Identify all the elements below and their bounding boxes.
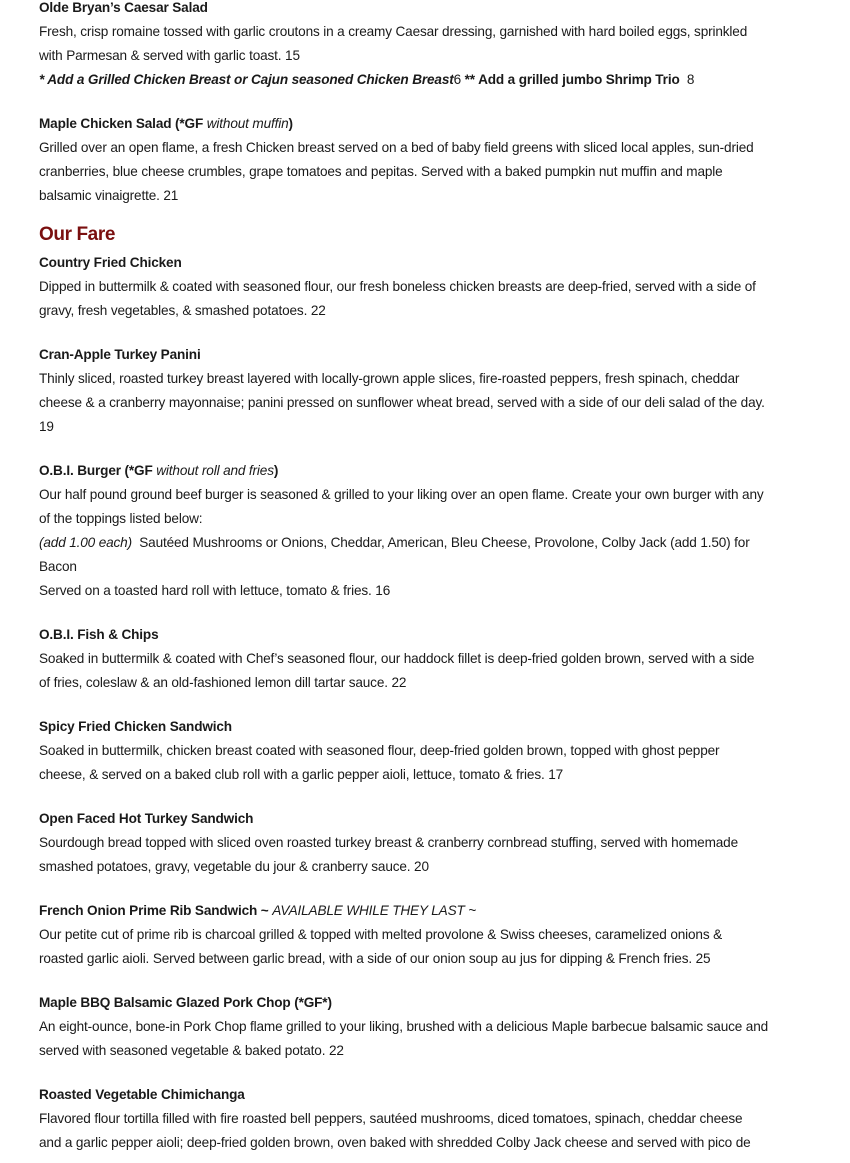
item-description: of the toppings listed below:	[39, 511, 203, 526]
item-description: Our half pound ground beef burger is seasoned & grilled to your liking over an open flame. Create your own burger with any	[39, 487, 764, 502]
item-description: with Parmesan & served with garlic toast. 15	[39, 48, 300, 63]
item-description: Grilled over an open flame, a fresh Chicken breast served on a bed of baby field greens with sliced local apples, sun-dried	[39, 140, 754, 155]
item-description: An eight-ounce, bone-in Pork Chop flame grilled to your liking, brushed with a delicious Maple barbecue balsamic sauce and	[39, 1019, 769, 1034]
addon-shrimp-price: 8	[686, 72, 695, 87]
menu-item-pork-chop	[39, 991, 814, 1063]
item-title-line: Maple Chicken Salad (*GF without muffin)	[39, 116, 293, 131]
item-name: Open Faced Hot Turkey Sandwich	[39, 811, 254, 826]
item-description: Soaked in buttermilk, chicken breast coated with seasoned flour, deep-fried golden brown, topped with ghost pepper	[39, 743, 720, 758]
item-description: cranberries, blue cheese crumbles, grape tomatoes and pepitas. Served with a baked pumpkin nut muffin and maple	[39, 164, 723, 179]
menu-item-prime-rib-sandwich	[39, 899, 814, 971]
menu-item-vegetable-chimichanga	[39, 1083, 814, 1155]
item-name: O.B.I. Burger (*GF	[39, 463, 153, 478]
section-heading: Our Fare	[39, 224, 115, 245]
burger-toppings: Bacon	[39, 559, 77, 574]
toppings-list: Sautéed Mushrooms or Onions, Cheddar, American, Bleu Cheese, Provolone, Colby Jack (add 1.50) for	[139, 535, 750, 550]
item-description: balsamic vinaigrette. 21	[39, 188, 179, 203]
item-description: Thinly sliced, roasted turkey breast layered with locally-grown apple slices, fire-roasted peppers, fresh spinach, cheddar	[39, 371, 740, 386]
item-name: O.B.I. Fish & Chips	[39, 627, 159, 642]
item-description: gravy, fresh vegetables, & smashed potatoes. 22	[39, 303, 326, 318]
item-description: Flavored flour tortilla filled with fire roasted bell peppers, sautéed mushrooms, diced tomatoes, spinach, cheddar cheese	[39, 1111, 743, 1126]
item-name: Roasted Vegetable Chimichanga	[39, 1087, 245, 1102]
item-description: smashed potatoes, gravy, vegetable du jour & cranberry sauce. 20	[39, 859, 429, 874]
item-note: without roll and fries	[156, 463, 274, 478]
item-addons	[39, 68, 814, 92]
item-name: Spicy Fried Chicken Sandwich	[39, 719, 232, 734]
item-name: Country Fried Chicken	[39, 255, 182, 270]
item-name: French Onion Prime Rib Sandwich ~	[39, 903, 269, 918]
item-title-line: O.B.I. Burger (*GF without roll and fries)	[39, 463, 279, 478]
menu-item-caesar-salad	[39, 0, 814, 92]
item-title-line	[39, 899, 814, 923]
item-description: served with seasoned vegetable & baked potato. 22	[39, 1043, 344, 1058]
item-description: roasted garlic aioli. Served between garlic bread, with a side of our onion soup au jus for dipping & French fries. 25	[39, 951, 711, 966]
item-name: Cran-Apple Turkey Panini	[39, 347, 201, 362]
item-name: Olde Bryan’s Caesar Salad	[39, 0, 208, 15]
menu-item-maple-chicken-salad	[39, 112, 814, 208]
burger-toppings	[39, 531, 814, 555]
item-description: cheese & a cranberry mayonnaise; panini pressed on sunflower wheat bread, served with a side of our deli salad of the day.	[39, 395, 765, 410]
addon-shrimp: ** Add a grilled jumbo Shrimp Trio	[464, 72, 680, 87]
menu-item-turkey-panini	[39, 343, 814, 439]
addon-chicken: * Add a Grilled Chicken Breast or Cajun seasoned Chicken Breast	[39, 72, 454, 87]
item-description: and a garlic pepper aioli; deep-fried golden brown, oven baked with shredded Colby Jack cheese and served with pico de	[39, 1135, 751, 1150]
item-note: without muffin	[206, 116, 289, 131]
item-description: of fries, coleslaw & an old-fashioned lemon dill tartar sauce. 22	[39, 675, 407, 690]
item-description: Our petite cut of prime rib is charcoal grilled & topped with melted provolone & Swiss cheeses, caramelized onions &	[39, 927, 723, 942]
item-description: Soaked in buttermilk & coated with Chef’s seasoned flour, our haddock fillet is deep-fried golden brown, served with a side	[39, 651, 755, 666]
menu-item-fish-and-chips	[39, 623, 814, 695]
menu-item-spicy-chicken-sandwich	[39, 715, 814, 787]
addon-chicken-price: 6	[453, 72, 462, 87]
item-description: Dipped in buttermilk & coated with seasoned flour, our fresh boneless chicken breasts are deep-fried, served with a side of	[39, 279, 756, 294]
menu-item-country-fried-chicken	[39, 251, 814, 323]
item-note: AVAILABLE WHILE THEY LAST ~	[272, 903, 477, 918]
item-description: 19	[39, 419, 54, 434]
menu-item-obi-burger	[39, 459, 814, 603]
item-name: Maple Chicken Salad (*GF	[39, 116, 204, 131]
item-description: Sourdough bread topped with sliced oven roasted turkey breast & cranberry cornbread stuffing, served with homemade	[39, 835, 738, 850]
menu-page	[39, 0, 814, 1155]
menu-item-hot-turkey-sandwich	[39, 807, 814, 879]
toppings-price: (add 1.00 each)	[39, 535, 132, 550]
item-description: cheese, & served on a baked club roll with a garlic pepper aioli, lettuce, tomato & fries. 17	[39, 767, 564, 782]
item-description: Fresh, crisp romaine tossed with garlic croutons in a creamy Caesar dressing, garnished with hard boiled eggs, sprinkled	[39, 24, 748, 39]
item-description: Served on a toasted hard roll with lettuce, tomato & fries. 16	[39, 583, 391, 598]
item-name: Maple BBQ Balsamic Glazed Pork Chop (*GF*)	[39, 995, 332, 1010]
